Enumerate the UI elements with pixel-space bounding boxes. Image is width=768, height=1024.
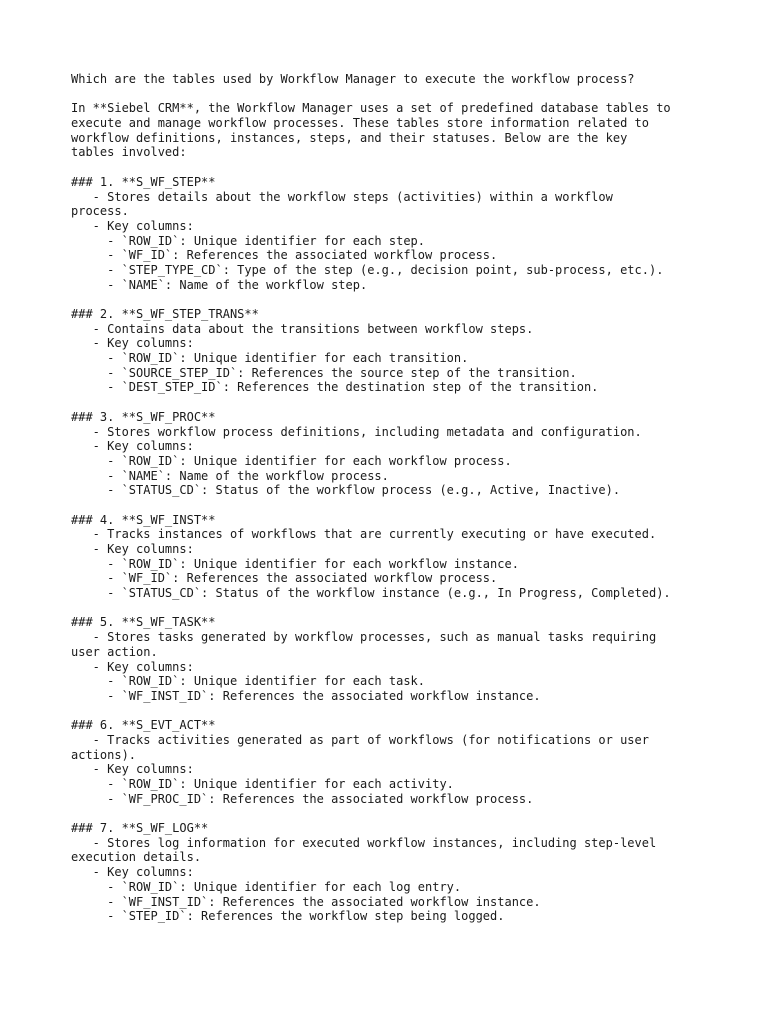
section-line: - `WF_ID`: References the associated workflow process.	[71, 571, 498, 586]
section-line: - `WF_PROC_ID`: References the associated workflow process.	[71, 791, 534, 806]
section-line: - `DEST_STEP_ID`: References the destination step of the transition.	[71, 380, 599, 395]
section-line: - Key columns:	[71, 542, 194, 556]
section-line: - Tracks activities generated as part of workflows (for notifications or user	[71, 732, 649, 747]
table-sections	[71, 160, 721, 924]
section-line: - `WF_INST_ID`: References the associated workflow instance.	[71, 688, 541, 703]
section-line: - `NAME`: Name of the workflow process.	[71, 468, 389, 483]
section-line: - `SOURCE_STEP_ID`: References the source step of the transition.	[71, 365, 577, 380]
section-heading: ### 7. **S_WF_LOG**	[71, 821, 209, 836]
section-line: - `ROW_ID`: Unique identifier for each step.	[71, 233, 426, 248]
section-heading: ### 6. **S_EVT_ACT**	[71, 718, 216, 733]
section-line: - `ROW_ID`: Unique identifier for each activity.	[71, 777, 454, 791]
section-line: - Key columns:	[71, 336, 194, 351]
blank-line	[71, 87, 721, 102]
section-line: execution details.	[71, 850, 202, 865]
blank-line	[71, 601, 721, 616]
section-line: - Tracks instances of workflows that are currently executing or have executed.	[71, 527, 657, 542]
table-section	[71, 513, 721, 601]
blank-line	[71, 498, 721, 513]
table-section	[71, 175, 721, 293]
table-section	[71, 615, 721, 703]
section-heading: ### 3. **S_WF_PROC**	[71, 409, 216, 424]
section-line: - Key columns:	[71, 659, 194, 674]
section-line: - Key columns:	[71, 762, 194, 777]
table-section	[71, 410, 721, 498]
section-line: actions).	[71, 747, 137, 762]
blank-line	[71, 704, 721, 719]
blank-line	[71, 160, 721, 175]
section-line: - Stores workflow process definitions, including metadata and configuration.	[71, 424, 642, 439]
section-line: - `STATUS_CD`: Status of the workflow instance (e.g., In Progress, Completed).	[71, 586, 671, 601]
intro-line: execute and manage workflow processes. These tables store information related to	[71, 116, 649, 131]
section-heading: ### 1. **S_WF_STEP**	[71, 174, 216, 189]
section-line: - Key columns:	[71, 439, 194, 454]
section-line: - Key columns:	[71, 865, 194, 880]
table-section	[71, 307, 721, 395]
intro-line: In **Siebel CRM**, the Workflow Manager uses a set of predefined database tables to	[71, 101, 671, 116]
blank-line	[71, 395, 721, 410]
section-line: - `ROW_ID`: Unique identifier for each workflow instance.	[71, 556, 519, 571]
section-line: - `STEP_TYPE_CD`: Type of the step (e.g., decision point, sub-process, etc.).	[71, 262, 664, 277]
section-line: - `WF_ID`: References the associated workflow process.	[71, 248, 498, 263]
blank-line	[71, 292, 721, 307]
section-line: user action.	[71, 644, 158, 659]
document-page	[71, 72, 721, 924]
question-line: Which are the tables used by Workflow Manager to execute the workflow process?	[71, 72, 635, 86]
intro-paragraph	[71, 101, 721, 160]
intro-line: workflow definitions, instances, steps, and their statuses. Below are the key	[71, 130, 628, 145]
section-heading: ### 4. **S_WF_INST**	[71, 512, 216, 527]
section-line: - `ROW_ID`: Unique identifier for each task.	[71, 674, 426, 689]
section-line: - Contains data about the transitions between workflow steps.	[71, 321, 534, 336]
section-line: - Stores log information for executed workflow instances, including step-level	[71, 835, 657, 850]
section-line: - `ROW_ID`: Unique identifier for each transition.	[71, 351, 469, 366]
section-heading: ### 2. **S_WF_STEP_TRANS**	[71, 307, 259, 321]
section-line: - Stores tasks generated by workflow processes, such as manual tasks requiring	[71, 630, 657, 645]
section-heading: ### 5. **S_WF_TASK**	[71, 615, 216, 630]
section-line: - Key columns:	[71, 218, 194, 233]
section-line: - `STEP_ID`: References the workflow step being logged.	[71, 909, 505, 924]
section-line: - `ROW_ID`: Unique identifier for each workflow process.	[71, 453, 512, 468]
section-line: - `WF_INST_ID`: References the associated workflow instance.	[71, 894, 541, 909]
section-line: - `NAME`: Name of the workflow step.	[71, 277, 368, 292]
section-line: process.	[71, 204, 129, 219]
section-line: - `ROW_ID`: Unique identifier for each log entry.	[71, 879, 462, 894]
intro-line: tables involved:	[71, 145, 187, 160]
section-line: - Stores details about the workflow steps (activities) within a workflow	[71, 189, 613, 204]
section-line: - `STATUS_CD`: Status of the workflow process (e.g., Active, Inactive).	[71, 483, 621, 498]
blank-line	[71, 806, 721, 821]
table-section	[71, 821, 721, 924]
table-section	[71, 718, 721, 806]
